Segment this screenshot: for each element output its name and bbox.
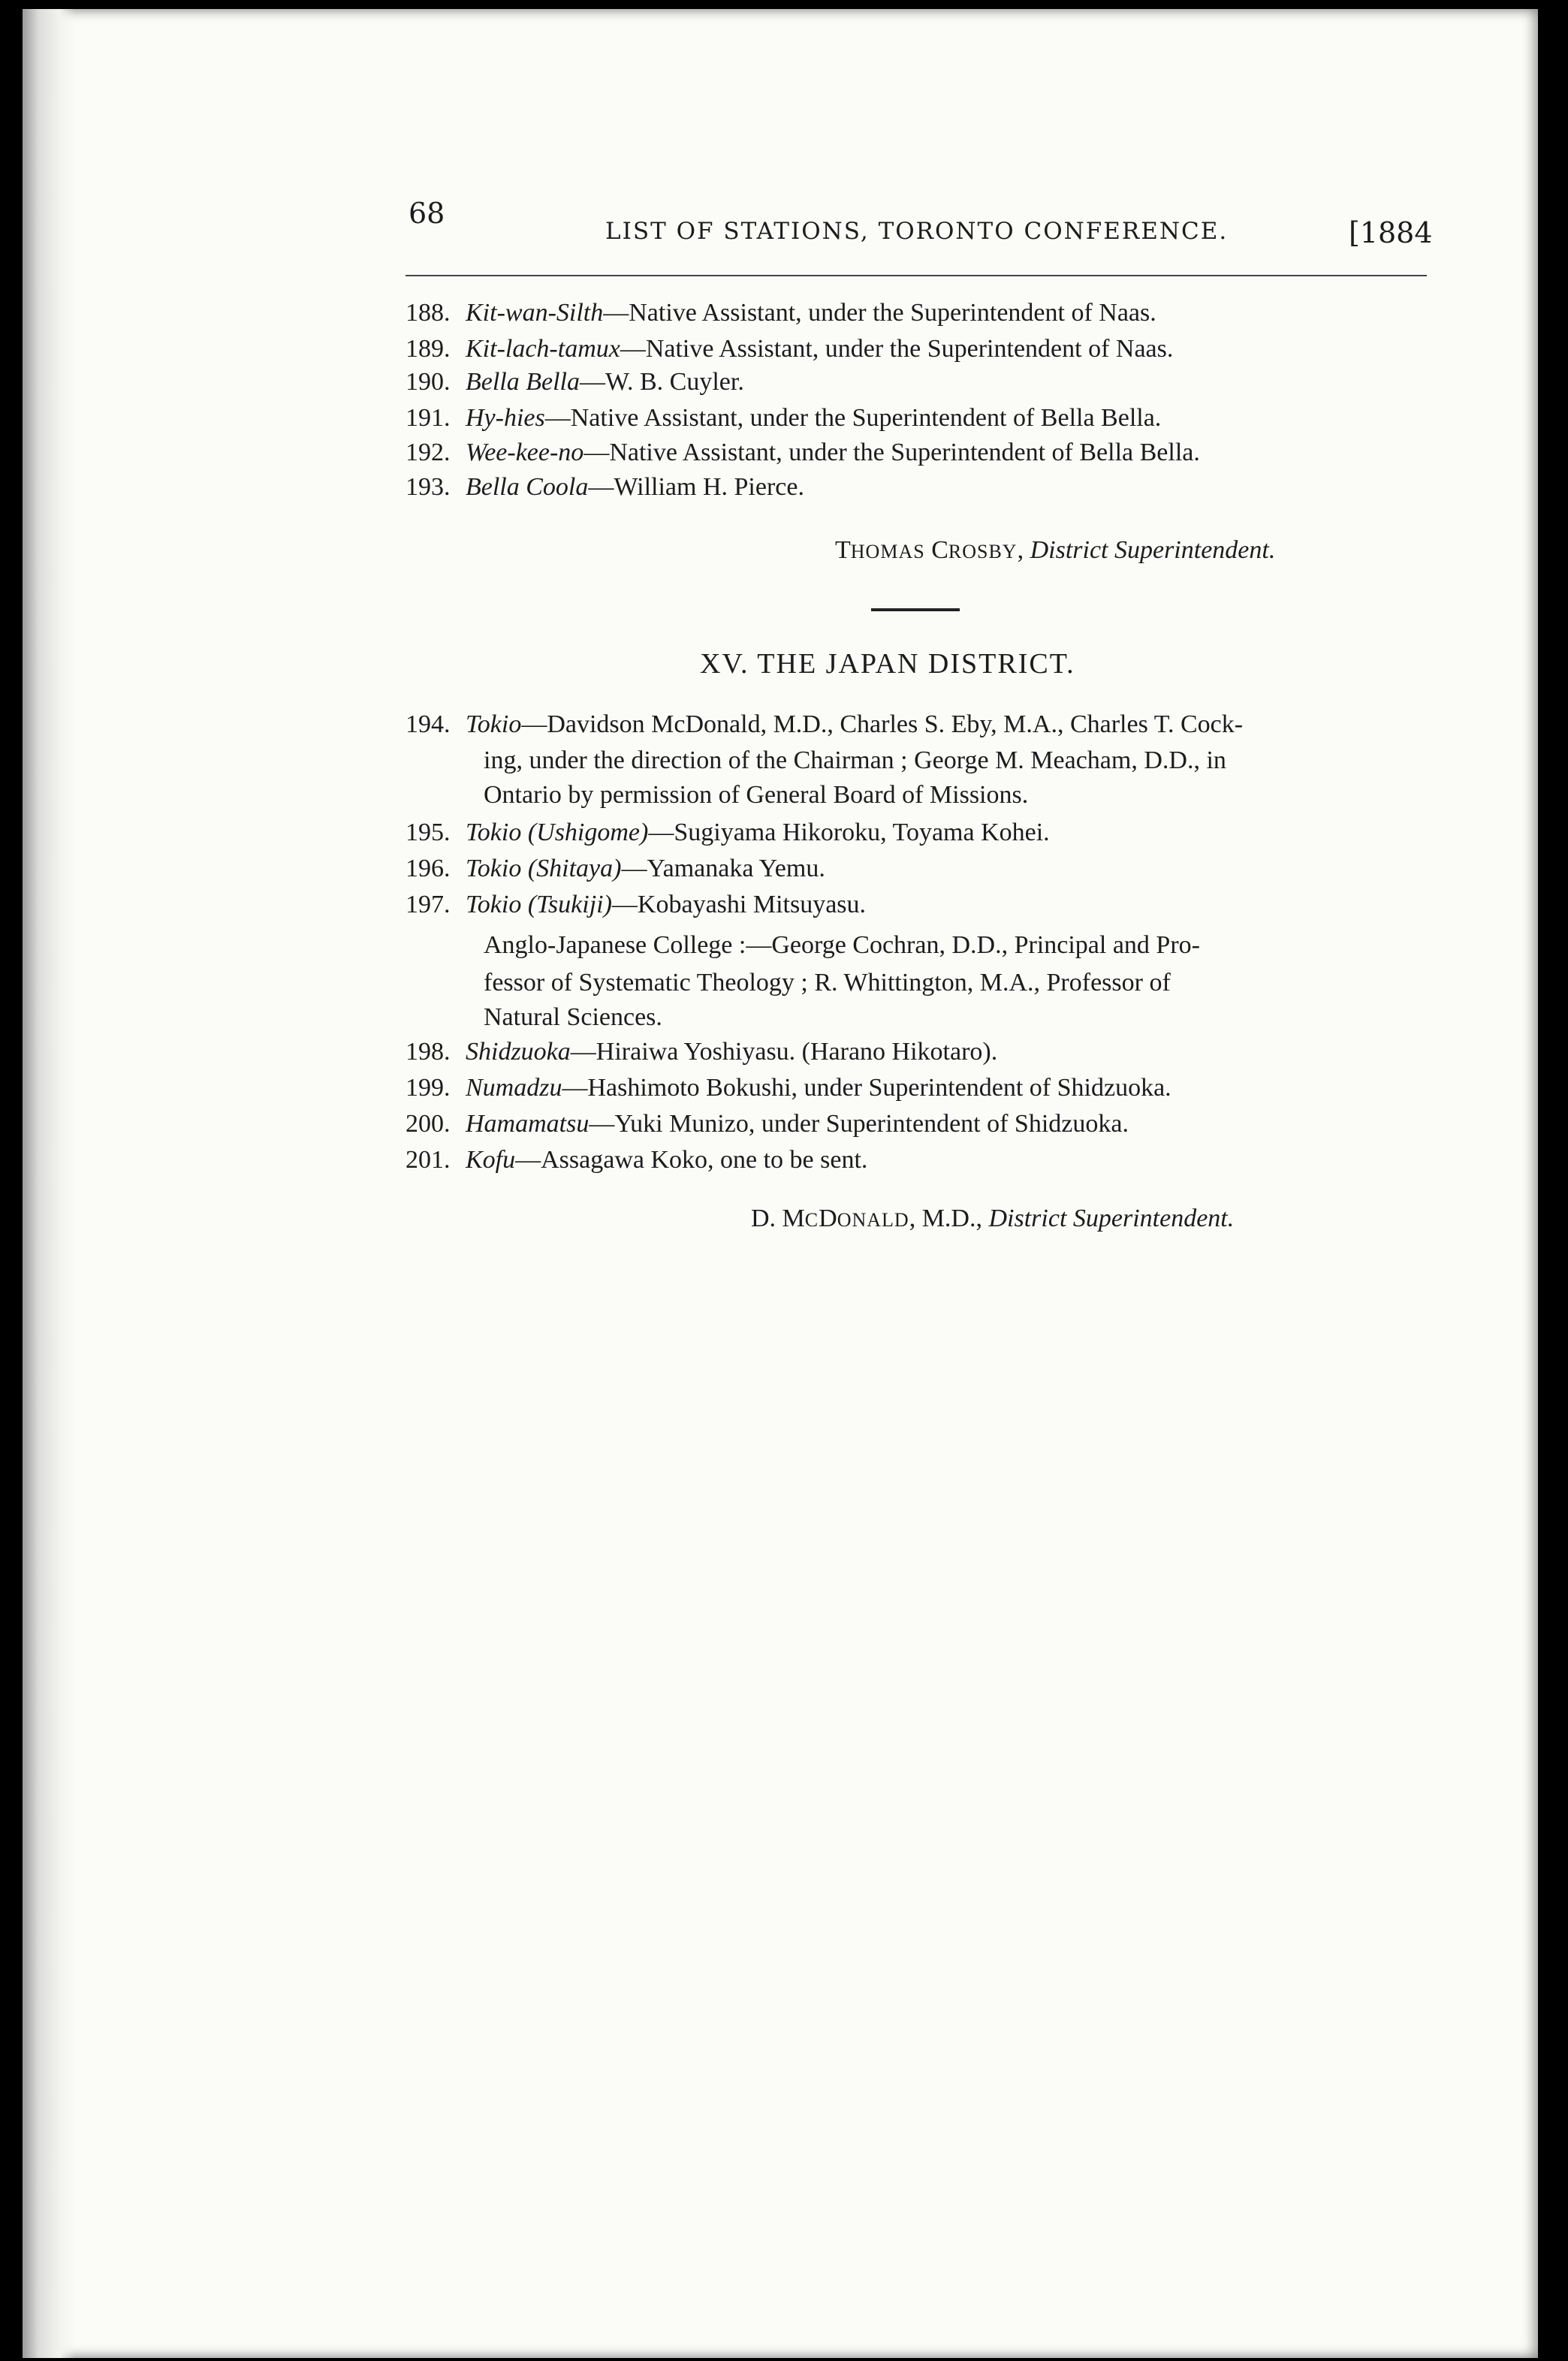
station-name: Bella Coola <box>466 473 589 501</box>
signature-initial: D <box>819 1205 837 1232</box>
entry-194-line-3: Ontario by permission of General Board of Missions. <box>484 781 1029 809</box>
running-title: LIST OF STATIONS, TORONTO CONFERENCE. <box>605 218 1229 245</box>
signature-smallcaps: ONALD <box>837 1209 909 1231</box>
entry-200 <box>406 1110 1129 1138</box>
signature-smallcaps: HOMAS <box>850 541 925 562</box>
entry-188 <box>406 299 1156 327</box>
entry-text: —Native Assistant, under the Superintendent of Bella Bella. <box>544 404 1162 432</box>
scan-border <box>1538 0 1568 2361</box>
entry-number: 196. <box>406 855 451 882</box>
station-name: Tokio <box>466 710 522 738</box>
entry-text: —Native Assistant, under the Superintendent of Naas. <box>603 299 1156 327</box>
signature-initial: C <box>931 536 948 564</box>
entry-number: 199. <box>406 1074 451 1102</box>
entry-number: 195. <box>406 819 451 846</box>
entry-192 <box>406 439 1200 467</box>
signature-title: District Superintendent. <box>988 1205 1235 1232</box>
signature-degree: , M.D., <box>909 1205 989 1232</box>
entry-text: —Native Assistant, under the Superintendent of Naas. <box>620 335 1174 363</box>
entry-195 <box>406 819 1050 847</box>
entry-194-line-2: ing, under the direction of the Chairman ; George M. Meacham, D.D., in <box>484 746 1226 774</box>
entry-text: —Yamanaka Yemu. <box>621 855 825 882</box>
college-line-1: Anglo-Japanese College :—George Cochran, D.D., Principal and Pro- <box>484 931 1200 959</box>
station-name: Bella Bella <box>466 368 580 396</box>
page-number: 68 <box>409 197 445 230</box>
station-name: Tokio (Shitaya) <box>466 855 622 882</box>
header-rule <box>406 275 1427 276</box>
entry-193 <box>406 473 804 502</box>
district-signature: THOMAS CROSBY, District Superintendent. <box>835 536 1276 564</box>
entry-text: —W. B. Cuyler. <box>580 368 744 396</box>
entry-number: 192. <box>406 439 451 466</box>
entry-199 <box>406 1074 1171 1102</box>
entry-text: —Sugiyama Hikoroku, Toyama Kohei. <box>648 819 1050 846</box>
entry-text: —Yuki Munizo, under Superintendent of Shidzuoka. <box>589 1110 1129 1138</box>
year-marker: [1884 <box>1349 216 1433 249</box>
station-name: Kofu <box>466 1146 516 1174</box>
station-name: Shidzuoka <box>466 1038 571 1066</box>
entry-number: 201. <box>406 1146 451 1174</box>
station-name: Tokio (Tsukiji) <box>466 891 612 918</box>
entry-number: 190. <box>406 368 451 396</box>
signature-smallcaps: C <box>804 1209 819 1231</box>
entry-number: 189. <box>406 335 451 363</box>
entry-196 <box>406 855 825 883</box>
entry-197 <box>406 891 866 919</box>
signature-smallcaps: ROSBY <box>948 541 1018 562</box>
entry-text: —Assagawa Koko, one to be sent. <box>515 1146 868 1174</box>
entry-text: —Davidson McDonald, M.D., Charles S. Eby, M.A., Charles T. Cock- <box>521 710 1244 738</box>
signature-initial: T <box>835 536 851 564</box>
college-line-3: Natural Sciences. <box>484 1003 662 1031</box>
signature-prefix: D. M <box>751 1205 805 1232</box>
entry-201 <box>406 1146 867 1174</box>
station-name: Hy-hies <box>466 404 545 432</box>
entry-number: 200. <box>406 1110 451 1138</box>
entry-191 <box>406 404 1161 433</box>
station-name: Wee-kee-no <box>466 439 584 466</box>
station-name: Kit-lach-tamux <box>466 335 620 363</box>
station-name: Tokio (Ushigome) <box>466 819 649 846</box>
entry-text: —Native Assistant, under the Superintendent of Bella Bella. <box>583 439 1200 466</box>
entry-number: 191. <box>406 404 451 432</box>
entry-194 <box>406 710 1243 739</box>
section-heading: XV. THE JAPAN DISTRICT. <box>700 648 1075 680</box>
entry-number: 194. <box>406 710 451 738</box>
entry-198 <box>406 1038 997 1066</box>
entry-189 <box>406 335 1173 363</box>
entry-number: 188. <box>406 299 451 327</box>
entry-text: —Hashimoto Bokushi, under Superintendent of Shidzuoka. <box>562 1074 1171 1102</box>
station-name: Numadzu <box>466 1074 562 1102</box>
section-divider <box>871 608 960 611</box>
entry-text: —Kobayashi Mitsuyasu. <box>611 891 867 918</box>
signature-title: District Superintendent. <box>1030 536 1276 564</box>
college-line-2: fessor of Systematic Theology ; R. Whittington, M.A., Professor of <box>484 969 1171 997</box>
entry-text: —William H. Pierce. <box>588 473 804 501</box>
entry-number: 193. <box>406 473 451 501</box>
station-name: Hamamatsu <box>466 1110 590 1138</box>
page-binding-shadow <box>23 9 75 2358</box>
entry-190 <box>406 368 744 397</box>
japan-district-signature <box>751 1205 1234 1233</box>
station-name: Kit-wan-Silth <box>466 299 604 327</box>
entry-text: —Hiraiwa Yoshiyasu. (Harano Hikotaro). <box>570 1038 998 1066</box>
entry-number: 198. <box>406 1038 451 1066</box>
entry-number: 197. <box>406 891 451 918</box>
